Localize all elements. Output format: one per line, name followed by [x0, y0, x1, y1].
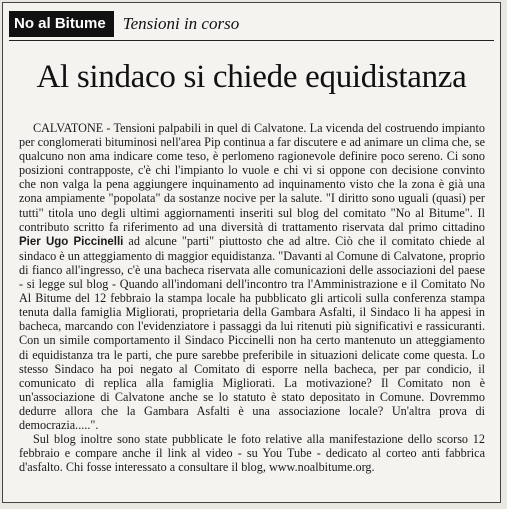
paragraph-1-part-b: ad alcune "parti" piuttosto che ad altre. Ciò che il comitato chiede al sindaco è un atteggiamento di maggior equidistanza. "Davanti al Comune di Calvatone, proprio di fianco all'ingresso, c'è una bacheca riservata alle comunicazioni delle associazioni del paese - si legge sul blog - Quando all'indomani dell'incontro tra l'Amministrazione e il Comitato No Al Bitume del 12 febbraio la stampa locale ha pubblicato gli articoli sulla conferenza stampa tenuta dalla famiglia Migliorati, proprietaria della Gambara Asfalti, il Sindaco li ha appesi in bacheca, marcando con l'evidenziatore i passaggi da lui ritenuti più significativi e rassicuranti. Con un simile comportamento il Sindaco Piccinelli non ha certo mantenuto un atteggiamento di equidistanza tra le parti, che pure sarebbe preferibile in situazioni delicate come questa. Lo stesso Sindaco ha poi negato al Comitato di esporre nella bacheca, per par condicio, il comunicato di replica alla famiglia Migliorati. La motivazione? Il Comitato non è un'associazione di Calvatone anche se lo statuto è stato depositato in Comune. Dovremmo dedurre allora che la Gambara Asfalti è una associazione locale? Un'altra prova di democrazia.....".	[19, 233, 485, 432]
section-subtitle: Tensioni in corso	[122, 14, 240, 33]
section-header	[9, 10, 497, 38]
paragraph-2: Sul blog inoltre sono state pubblicate le foto relative alla manifestazione dello scorso 12 febbraio e compare anche il link al video - su You Tube - dedicato al corteo anti fabbrica d'asfalto. Chi fosse interessato a consultare il blog, www.noalbitume.org.	[19, 432, 485, 475]
header-divider	[9, 40, 494, 41]
paragraph-1	[19, 121, 485, 432]
headline: Al sindaco si chiede equidistanza	[36, 59, 467, 95]
mayor-name: Pier Ugo Piccinelli	[19, 235, 124, 248]
paragraph-1-part-a: CALVATONE - Tensioni palpabili in quel di Calvatone. La vicenda del costruendo impianto per conglomerati bituminosi nell'area Pip continua a far discutere e ad animare un clima che, se qualcuno non ama indicare come teso, è perlomeno ragionevole definire poco sereno. Ci sono posizioni contrapposte, c'è chi l'impianto lo vuole e chi vi si oppone con decisione convinto che non valga la pena aggiungere inquinamento ad inquinamento visto che la zona è già una zona ampiamente "popolata" da sostanze nocive per la salute. "I diritto sono uguali (quasi) per tutti" titola uno degli ultimi aggiornamenti inseriti sul blog del comitato "No al Bitume". Il contributo scritto fa riferimento ad una diversità di trattamento riservata dal primo cittadino	[19, 121, 485, 234]
article-body	[19, 121, 485, 474]
newspaper-clipping	[2, 2, 501, 503]
section-label: No al Bitume	[9, 11, 114, 37]
